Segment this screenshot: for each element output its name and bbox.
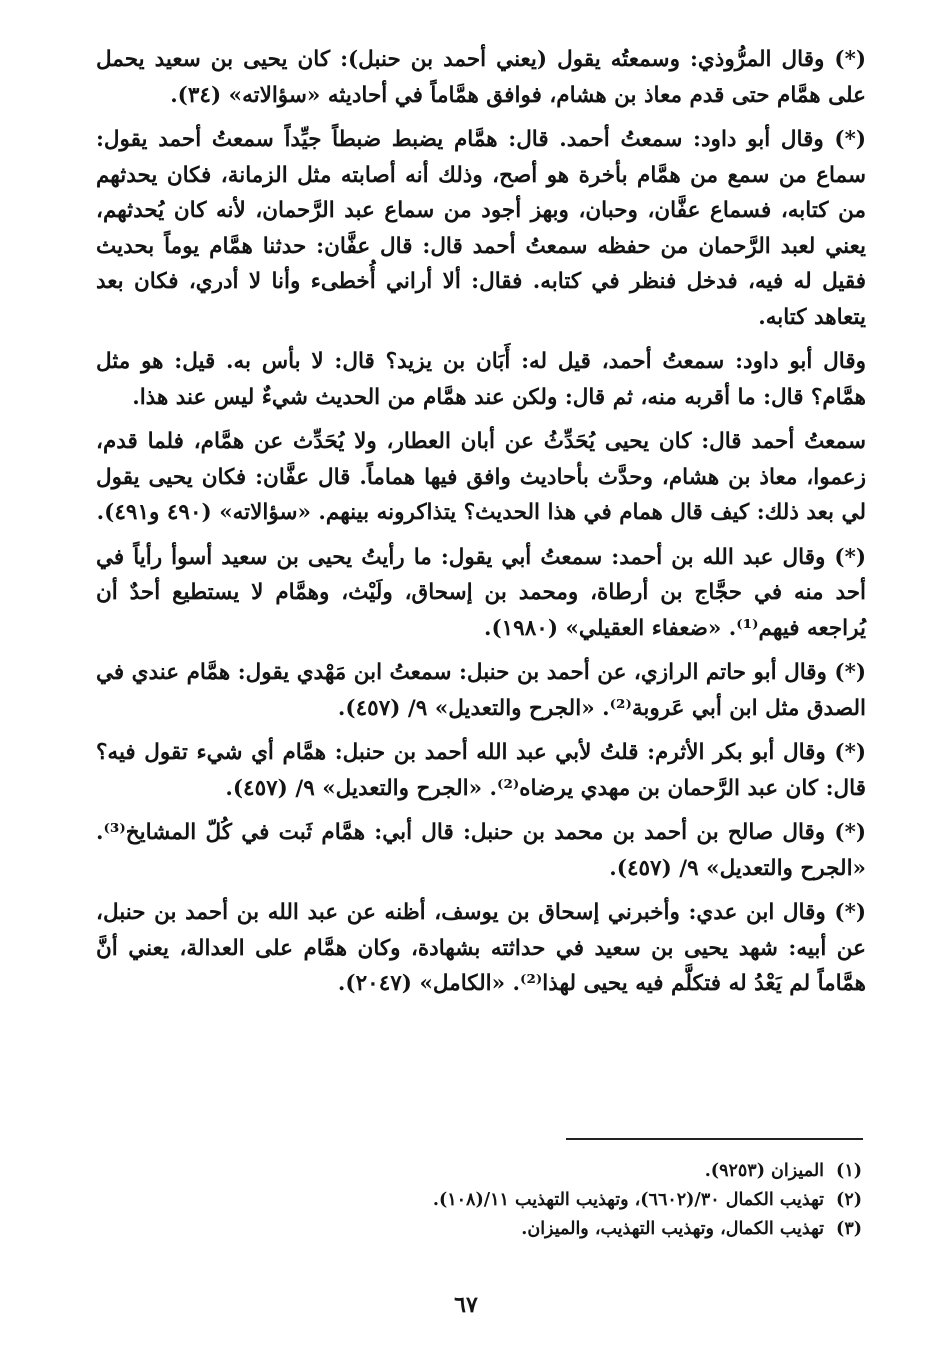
page-number: ٦٧ [454, 1292, 478, 1318]
paragraph-9: (*) وقال ابن عدي: وأخبرني إسحاق بن يوسف، أظنه عن عبد الله بن أحمد بن حنبل، عن أبيه: شهد يحيى بن سعيد في حداثته بشهادة، وكان همَّام على العدالة، يعني أنَّ همَّاماً لم يَعْدُ له فتكلَّم فيه يحيى لهذا⁽²⁾. «الكامل» (٢٠٤٧). [96, 900, 866, 996]
paragraph-7: (*) وقال أبو بكر الأثرم: قلتُ لأبي عبد الله أحمد بن حنبل: همَّام أي شيء تقول فيه؟ قال: كان عبد الرَّحمان بن مهدي يرضاه⁽²⁾. «الجرح والتعديل» ٩/ (٤٥٧). [96, 740, 866, 801]
footnote-text: الميزان (٩٢٥٣). [704, 1161, 825, 1181]
footnote-3 [400, 1215, 862, 1244]
footnote-1 [400, 1157, 862, 1186]
paragraph-1: (*) وقال المرُّوذي: وسمعتُه يقول (يعني أحمد بن حنبل): كان يحيى بن سعيد يحمل على همَّام حتى قدم معاذ بن هشام، فوافق همَّاماً في أحاديثه «سؤالاته» (٣٤). [96, 47, 866, 108]
paragraph-5: (*) وقال عبد الله بن أحمد: سمعتُ أبي يقول: ما رأيتُ يحيى بن سعيد أسوأ رأياً في أحد منه في حجَّاج بن أرطاة، ومحمد بن إسحاق، ولَيْث، وهمَّام لا يستطيع أحدٌ أن يُراجعه فيهم⁽¹⁾. «ضعفاء العقيلي» (١٩٨٠). [96, 544, 866, 641]
footnotes [400, 1157, 862, 1244]
paragraph-3: وقال أبو داود: سمعتُ أحمد، قيل له: أَبَان بن يزيد؟ قال: لا بأس به. قيل: هو مثل همَّام؟ قال: ما أقربه منه، ثم قال: ولكن عند همَّام من الحديث شيءٌ ليس عند هذا. [96, 349, 866, 410]
paragraph-4: سمعتُ أحمد قال: كان يحيى يُحَدِّثُ عن أبان العطار، ولا يُحَدِّث عن همَّام، فلما قدم، زعموا، معاذ بن هشام، وحدَّث بأحاديث وافق فيها هماماً. قال عفَّان: فكان يحيى يقول لي بعد ذلك: كيف قال همام في هذا الحديث؟ يتذاكرونه بينهم. «سؤالاته» (٤٩٠ و٤٩١). [96, 429, 866, 525]
footnote-number: (٣) [836, 1219, 862, 1239]
footnote-number: (١) [836, 1161, 862, 1181]
footnote-2 [400, 1186, 862, 1215]
footnote-text: تهذيب الكمال، وتهذيب التهذيب، والميزان. [521, 1219, 825, 1239]
paragraph-2: (*) وقال أبو داود: سمعتُ أحمد. قال: همَّام يضبط ضبطاً جيِّداً سمعتُ أحمد يقول: سماع من سمع من همَّام بأخرة هو أصح، وذلك أنه أصابته مثل الزمانة، فكان يحدثهم من كتابه، فسماع عفَّان، وحبان، وبهز أجود من سماع عبد الرَّحمان، لأنه كان يُحدثهم، يعني لعبد الرَّحمان من حفظه سمعتُ أحمد قال: قال عفَّان: حدثنا همَّام يوماً بحديث فقيل له فيه، فدخل فنظر في كتابه. فقال: ألا أراني أُخطىء وأنا لا أدري، فكان بعد يتعاهد كتابه. [96, 127, 866, 330]
footnote-divider [566, 1138, 863, 1140]
paragraph-8: (*) وقال صالح بن أحمد بن محمد بن حنبل: قال أبي: همَّام ثَبت في كُلّ المشايخ⁽³⁾. «الجرح والتعديل» ٩/ (٤٥٧). [96, 820, 866, 881]
footnote-text: تهذيب الكمال ٣٠/(٦٦٠٢)، وتهذيب التهذيب ١١/(١٠٨). [432, 1190, 825, 1210]
paragraph-6: (*) وقال أبو حاتم الرازي، عن أحمد بن حنبل: سمعتُ ابن مَهْدي يقول: همَّام عندي في الصدق مثل ابن أبي عَروبة⁽²⁾. «الجرح والتعديل» ٩/ (٤٥٧). [96, 660, 866, 721]
footnote-number: (٢) [836, 1190, 862, 1210]
main-text [96, 42, 866, 1011]
